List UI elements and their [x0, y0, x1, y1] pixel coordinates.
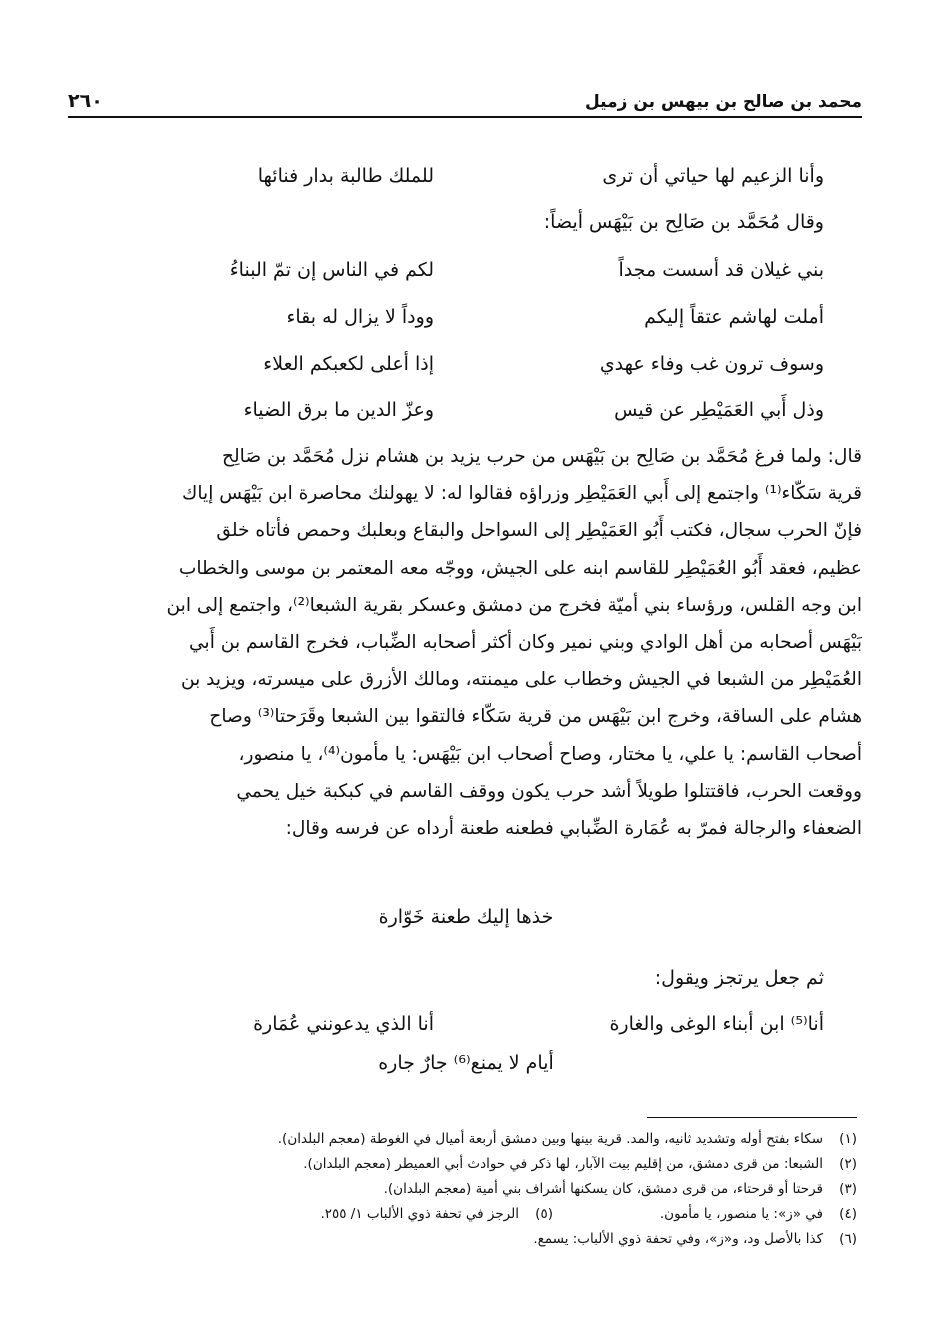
verse-line: [114, 390, 824, 430]
verse-line: [114, 250, 824, 290]
footnote-number: (٢): [839, 1156, 857, 1172]
intro-line: وقال مُحَمَّد بن صَالِح بن بَيْهَس أيضاً:: [543, 211, 824, 233]
footnote-number: (١): [839, 1131, 857, 1147]
verse-line: [114, 156, 824, 196]
page-number: ٢٦٠: [68, 90, 103, 112]
prose-line: الضعفاء والرجالة فمرّ به عُمَارة الضِّبابي فطعنه طعنة أرداه عن فرسه وقال:: [285, 818, 862, 840]
footnote-divider: [647, 1117, 857, 1118]
prose-line: بَيْهَس أصحابه من أهل الوادي وبني نمير وكان أكثر أصحابه الضِّباب، فخرج القاسم بن أَبي: [189, 632, 862, 654]
footnote-text: قرحتا أو قرحتاء، من قرى دمشق، كان يسكنها أشراف بني أمية (معجم البلدان).: [383, 1181, 823, 1197]
footnote-text: الرجز في تحفة ذوي الألباب ١/ ٢٥٥.: [320, 1206, 519, 1222]
verse-second-hemistich: إذا أعلى لكعبكم العلاء: [263, 353, 434, 375]
verse-second-hemistich: ووداً لا يزال له بقاء: [286, 306, 434, 328]
footnote-text: في «ز»: يا منصور، يا مأمون.: [659, 1206, 823, 1222]
footnote-number: (٥): [535, 1206, 553, 1222]
footnote-text: الشبعا: من قرى دمشق، من إقليم بيت الآبار، لها ذكر في حوادث أبي العميطر (معجم البلدان).: [303, 1156, 823, 1172]
footnote: [77, 1202, 857, 1227]
verse-first-hemistich: وسوف ترون غب وفاء عهدي: [599, 353, 824, 375]
footnote-text: كذا بالأصل ود، و«ز»، وفي تحفة ذوي الألباب: يسمع.: [533, 1231, 823, 1247]
rajaz-line: خذها إليك طعنة خَوّارة: [378, 906, 554, 928]
verse-first-hemistich: وأنا الزعيم لها حياتي أن ترى: [602, 165, 824, 187]
prose-line: فإنّ الحرب سجال، فكتب أَبُو العَمَيْطِر إلى السواحل والبقاع وبعلبك وحمص فأتاه خلق: [216, 520, 862, 542]
verse-second-hemistich: أنا الذي يدعونني عُمَارة: [253, 1013, 434, 1035]
verse-second-hemistich: وعزّ الدين ما برق الضياء: [243, 399, 434, 421]
prose-paragraph: [67, 438, 862, 847]
verse-first-hemistich: أنا⁽⁵⁾ ابن أبناء الوغى والغارة: [609, 1013, 824, 1035]
prose-line: عظيم، فعقد أَبُو العُمَيْطِر للقاسم ابنه على الجيش، ووجّه معه المعتمر بن موسى والخطاب: [178, 557, 862, 579]
verse-line: [114, 1004, 824, 1044]
verse-line: [114, 297, 824, 337]
footnote: [77, 1127, 857, 1152]
final-line: أيام لا يمنع⁽⁶⁾ جارٌ جاره: [378, 1052, 554, 1074]
verse-first-hemistich: بني غيلان قد أسست مجداً: [618, 259, 824, 281]
footnote: [77, 1227, 857, 1252]
prose-line: ووقعت الحرب، فاقتتلوا طويلاً أشد حرب يكون ووقف القاسم في كبكبة خيل يحمي: [236, 780, 862, 802]
footnote: [77, 1177, 857, 1202]
running-title: محمد بن صالح بن بيهس بن زميل: [585, 92, 862, 112]
after-line: ثم جعل يرتجز ويقول:: [654, 967, 824, 989]
verse-first-hemistich: وذل أَبي العَمَيْطِر عن قيس: [614, 399, 824, 421]
page-header: [68, 78, 862, 118]
footnote-number: (٦): [839, 1231, 857, 1247]
verse-second-hemistich: للملك طالبة بدار فنائها: [257, 165, 434, 187]
prose-line: قرية سَكّاء⁽¹⁾ واجتمع إلى أَبي العَمَيْطِر وزراؤه فقالوا له: لا يهولنك محاصرة ابن بَيْهَس إياك: [182, 483, 862, 505]
footnotes: [77, 1127, 857, 1252]
footnote-text: سكاء بفتح أوله وتشديد ثانيه، والمد. قرية بينها وبين دمشق أربعة أميال في الغوطة (معجم البلدان).: [277, 1131, 823, 1147]
prose-line: العُمَيْطِر من الشبعا في الجيش وخطاب على ميمنته، ومالك الأزرق على ميسرته، ويزيد بن: [180, 669, 862, 691]
prose-line: قال: ولما فرغ مُحَمَّد بن صَالِح بن بَيْهَس من حرب يزيد بن هشام نزل مُحَمَّد بن صَالِح: [221, 446, 862, 467]
footnote-number: (٤): [839, 1206, 857, 1222]
footnote: [77, 1152, 857, 1177]
footnote-number: (٣): [839, 1181, 857, 1197]
verse-line: [114, 344, 824, 384]
verse-first-hemistich: أملت لهاشم عتقاً إليكم: [644, 306, 824, 328]
prose-line: هشام على الساقة، وخرج ابن بَيْهَس من قرية سَكّاء فالتقوا بين الشبعا وقَرَحتا⁽³⁾ وصاح: [209, 706, 862, 728]
verse-second-hemistich: لكم في الناس إن تمّ البناءُ: [229, 259, 434, 281]
prose-line: ابن وجه القلس، ورؤساء بني أميّة فخرج من دمشق وعسكر بقرية الشبعا⁽²⁾، واجتمع إلى ابن: [166, 594, 862, 616]
prose-line: أصحاب القاسم: يا علي، يا مختار، وصاح أصحاب ابن بَيْهَس: يا مأمون⁽⁴⁾، يا منصور،: [238, 743, 862, 765]
